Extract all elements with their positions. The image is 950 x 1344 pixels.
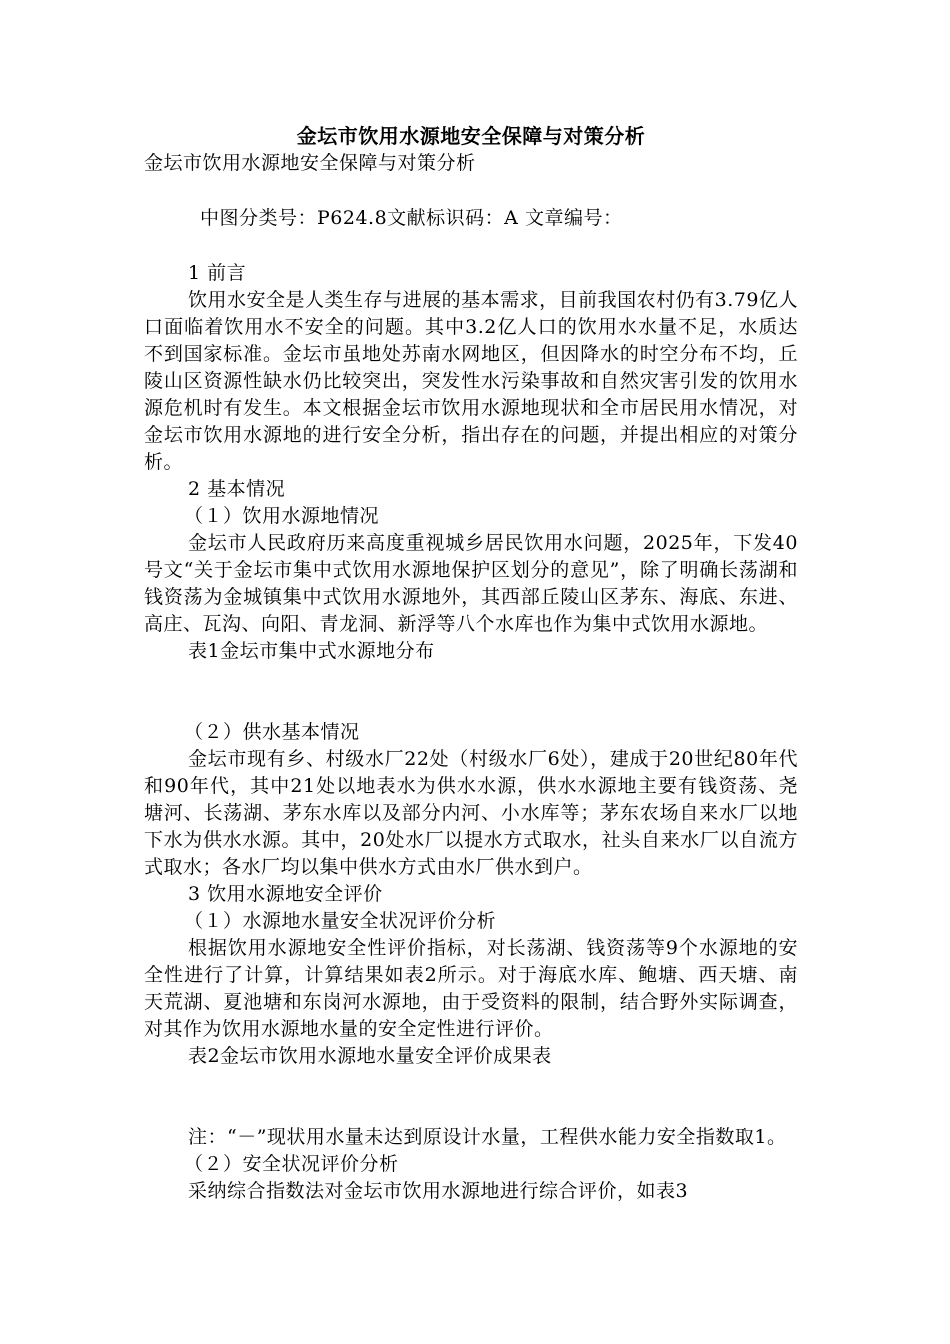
table-1-caption: 表1金坛市集中式水源地分布	[188, 640, 435, 662]
spacer	[144, 232, 798, 260]
section-2-subheading-1: （１）饮用水源地情况	[184, 505, 380, 527]
section-3-heading: 3 饮用水源地安全评价	[188, 883, 383, 905]
classification-meta: 中图分类号：P624.8文献标识码：A 文章编号：	[200, 207, 623, 229]
section-2-paragraph-1: 金坛市人民政府历来高度重视城乡居民饮用水问题，2025年，下发40号文“关于金坛市集中式饮用水源地保护区划分的意见”，除了明确长荡湖和钱资荡为金城镇集中式饮用水源地外，其西部丘陵山区茅东、海底、东进、高庄、瓦沟、向阳、青龙洞、新浮等八个水库也作为集中式饮用水源地。	[144, 532, 798, 635]
table-2-caption: 表2金坛市饮用水源地水量安全评价成果表	[188, 1045, 552, 1067]
section-3-subheading-2: （２）安全状况评价分析	[184, 1153, 399, 1175]
section-1-paragraph: 饮用水安全是人类生存与进展的基本需求，目前我国农村仍有3.79亿人口面临着饮用水不安全的问题。其中3.2亿人口的饮用水水量不足，水质达不到国家标准。金坛市虽地处苏南水网地区，但因降水的时空分布不均，丘陵山区资源性缺水仍比较突出，突发性水污染事故和自然灾害引发的饮用水源危机时有发生。本文根据金坛市饮用水源地现状和全市居民用水情况，对金坛市饮用水源地的进行安全分析，指出存在的问题，并提出相应的对策分析。	[144, 289, 798, 473]
section-3-subheading-1: （１）水源地水量安全状况评价分析	[184, 910, 497, 932]
table-2-note: 注：“－”现状用水量未达到原设计水量，工程供水能力安全指数取1。	[188, 1126, 787, 1148]
table-2-placeholder	[144, 1070, 798, 1124]
section-3-paragraph-2: 采纳综合指数法对金坛市饮用水源地进行综合评价，如表3	[188, 1180, 689, 1202]
document-subtitle: 金坛市饮用水源地安全保障与对策分析	[144, 152, 476, 174]
table-1-placeholder	[144, 665, 798, 719]
document-page	[144, 122, 798, 1205]
section-2-paragraph-2: 金坛市现有乡、村级水厂22处（村级水厂6处），建成于20世纪80年代和90年代，其中21处以地表水为供水水源，供水水源地主要有钱资荡、尧塘河、长荡湖、茅东水库以及部分内河、小水库等；茅东农场自来水厂以地下水为供水水源。其中，20处水厂以提水方式取水，社头自来水厂以自流方式取水；各水厂均以集中供水方式由水厂供水到户。	[144, 748, 798, 878]
section-2-subheading-2: （２）供水基本情况	[184, 721, 360, 743]
section-1-heading: 1 前言	[188, 262, 247, 284]
section-2-heading: 2 基本情况	[188, 478, 286, 500]
section-3-paragraph-1: 根据饮用水源地安全性评价指标，对长荡湖、钱资荡等9个水源地的安全性进行了计算，计算结果如表2所示。对于海底水库、鲍塘、西天塘、南天荒湖、夏池塘和东岗河水源地，由于受资料的限制，结合野外实际调查，对其作为饮用水源地水量的安全定性进行评价。	[144, 937, 798, 1040]
document-title: 金坛市饮用水源地安全保障与对策分析	[296, 124, 646, 148]
